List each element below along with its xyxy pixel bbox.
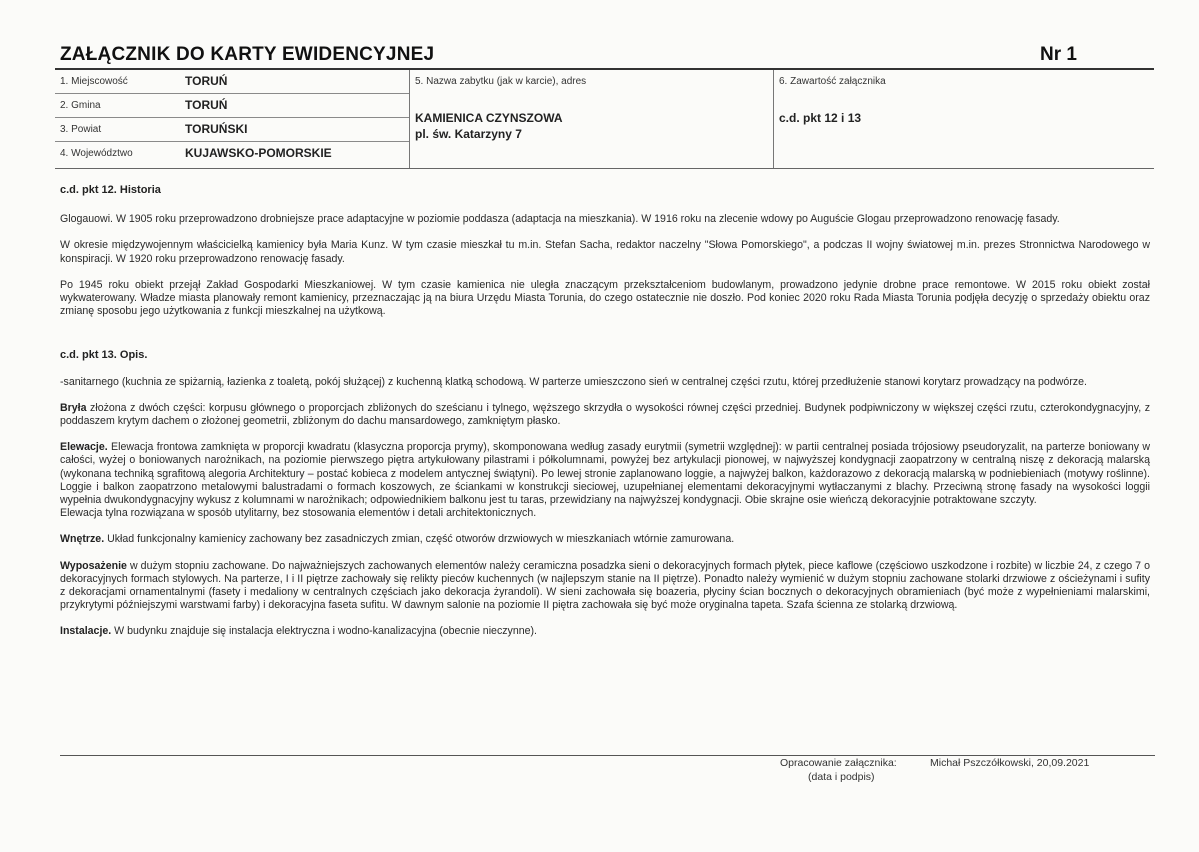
contents-value: c.d. pkt 12 i 13 [779,111,862,125]
column-divider [773,70,774,168]
history-paragraph: W okresie międzywojennym właścicielką kamienicy była Maria Kunz. W tym czasie mieszkał tu m.in. Stefan Sacha, redaktor naczelny "Słowa Pomorskiego", a podczas II wojny światowej m.in. prezes Stronnictwa Narodowego w konspiracji. W 1920 roku przeprowadzono renowację fasady. [60,239,1150,265]
prepared-by-label: Opracowanie załącznika: [780,757,897,769]
massing-paragraph [60,402,1150,428]
field-value: KUJAWSKO-POMORSKIE [185,146,332,160]
interior-paragraph [60,533,1150,546]
document-body [60,184,1150,639]
monument-name: KAMIENICA CZYNSZOWA [415,111,563,125]
field-value: TORUŃ [185,74,228,88]
header-table [55,68,1154,169]
furnishings-label: Wyposażenie [60,559,127,572]
field-label: 2. Gmina [60,100,101,111]
history-heading: c.d. pkt 12. Historia [60,184,161,196]
massing-text: złożona z dwóch części: korpusu głównego o proporcjach zbliżonych do sześcianu i tylnego, węższego skrzydła o wysokości równej części przedniej. Budynek podpiwniczony w większej części rzutu, czterokondygnacyjny, z poddaszem krytym dachem o złożonej geometrii, zbliżonym do dachu mansardowego, zamkniętym płasko. [60,401,1150,428]
history-paragraph: Glogauowi. W 1905 roku przeprowadzono drobniejsze prace adaptacyjne w poziomie poddasza (adaptacja na mieszkania). W 1916 roku na zlecenie wdowy po Auguście Glogau przeprowadzono renowację fasady. [60,213,1060,226]
description-paragraph: -sanitarnego (kuchnia ze spiżarnią, łazienka z toaletą, pokój służącej) z kuchenną klatką schodową. W parterze umieszczono sień w centralnej części rzutu, której przedłużenie stanowi korytarz prowadzący na podwórze. [60,375,1087,388]
date-signature-label: (data i podpis) [808,771,875,783]
monument-label: 5. Nazwa zabytku (jak w karcie), adres [415,76,587,87]
field-row-voivodeship [55,142,409,165]
page-title: ZAŁĄCZNIK DO KARTY EWIDENCYJNEJ [60,44,435,65]
furnishings-text: w dużym stopniu zachowane. Do najważniejszych zachowanych elementów należy ceramiczna posadzka sieni o dekoracyjnych formach płytek, piece kaflowe (częściowo uszkodzone i rozbite) w liczbie 24, z czego 7 o dekoracyjnych formach stylowych. Na parterze, I i II piętrze zachowały się relikty pieców kuchennych (w najlepszym stanie na II piętrze). Ponadto należy wymienić w dużym stopniu zachowane stolarki drzwiowe z ościeżynami i sufity z dekoracjami ornamentalnymi (fasety i medaliony w centralnych częściach jako dekoracja żyrandoli). W sieni zachowała się boazeria, płyciny ścian bocznych o dekoracyjnych obramieniach (być może z wypełnieniami malarskimi, przykrytymi późniejszymi warstwami farby) i dekoracyjna faseta sufitu. W dawnym salonie na poziomie II piętra zachowała się być może oryginalna tapeta. Szafa ścienna ze stolarką drzwiową. [60,559,1150,612]
rear-elevation-paragraph: Elewacja tylna rozwiązana w sposób utylitarny, bez stosowania elementów i detali architektonicznych. [60,507,537,520]
installations-paragraph [60,625,1150,638]
field-row-county [55,118,409,142]
installations-text: W budynku znajduje się instalacja elektryczna i wodno-kanalizacyjna (obecnie nieczynne). [111,625,537,638]
interior-text: Układ funkcjonalny kamienicy zachowany bez zasadniczych zmian, część otworów drzwiowych w mieszkaniach wtórnie zamurowana. [104,533,735,546]
furnishings-paragraph [60,560,1150,613]
description-heading: c.d. pkt 13. Opis. [60,349,148,362]
elevations-paragraph [60,441,1150,507]
field-label: 4. Województwo [60,148,133,159]
column-divider [409,70,410,168]
page-number: Nr 1 [1040,44,1077,65]
footer-divider [60,755,1155,756]
installations-label: Instalacje. [60,625,112,638]
elevations-text: Elewacja frontowa zamknięta w proporcji kwadratu (klasyczna proporcja prymy), skomponowana według zasady eurytmii (symetrii względnej): w partii centralnej posiada trójosiowy pseudoryzalit, na parterze boniowany w całości, wyżej o boniowanych narożnikach, na poziomie pierwszego piętra artykułowany pilastrami i półkolumnami, powyżej bez artykulacji pionowej, w najwyższej kondygnacji zaopatrzony w centralną niszę z dekoracją malarską (wykonana techniką sgrafitową alegoria Architektury – postać kobieca z modelem antycznej świątyni). Po lewej stronie zaplanowano loggie, a najwyżej balkon, każdorazowo z dekoracją malarską w podniebieniach (motywy roślinne). Loggie i balkon zaopatrzono metalowymi balustradami o formach koszowych, ze ściankami w konstrukcji sieciowej, uzupełnianej elementami dekoracyjnymi wytłaczanymi z blachy. Przeciwną stronę fasady na wysokości loggii wypełnia dwukondygnacyjny wykusz z kolumnami w narożnikach; odpowiednikiem balkonu jest tu taras, przewidziany na najwyższej kondygnacji. Obie skrajne osie wieńczą dekoracyjnie potraktowane szczyty. [60,441,1150,507]
interior-label: Wnętrze. [60,533,105,546]
prepared-by-author: Michał Pszczółkowski, 20,09.2021 [930,757,1090,769]
field-label: 1. Miejscowość [60,76,128,87]
field-value: TORUŃ [185,98,228,112]
field-row-locality [55,70,409,94]
contents-label: 6. Zawartość załącznika [779,76,886,87]
elevations-label: Elewacje. [60,441,108,454]
monument-address: pl. św. Katarzyny 7 [415,127,522,141]
field-value: TORUŃSKI [185,122,248,136]
field-row-commune [55,94,409,118]
history-paragraph: Po 1945 roku obiekt przejął Zakład Gospodarki Mieszkaniowej. W tym czasie kamienica nie uległa znaczącym przekształceniom budowlanym, prowadzono jedynie drobne prace remontowe. W 2015 roku obiekt został wykwaterowany. Władze miasta planowały remont kamienicy, przeznaczając ją na biura Urzędu Miasta Torunia, do czego ostatecznie nie doszło. Pod koniec 2020 roku Rada Miasta Torunia podjęła decyzję o sprzedaży obiektu oraz zmianę sposobu jego użytkowania z funkcji mieszkalnej na użytkową. [60,278,1150,318]
field-label: 3. Powiat [60,124,102,135]
massing-label: Bryła [60,401,87,414]
